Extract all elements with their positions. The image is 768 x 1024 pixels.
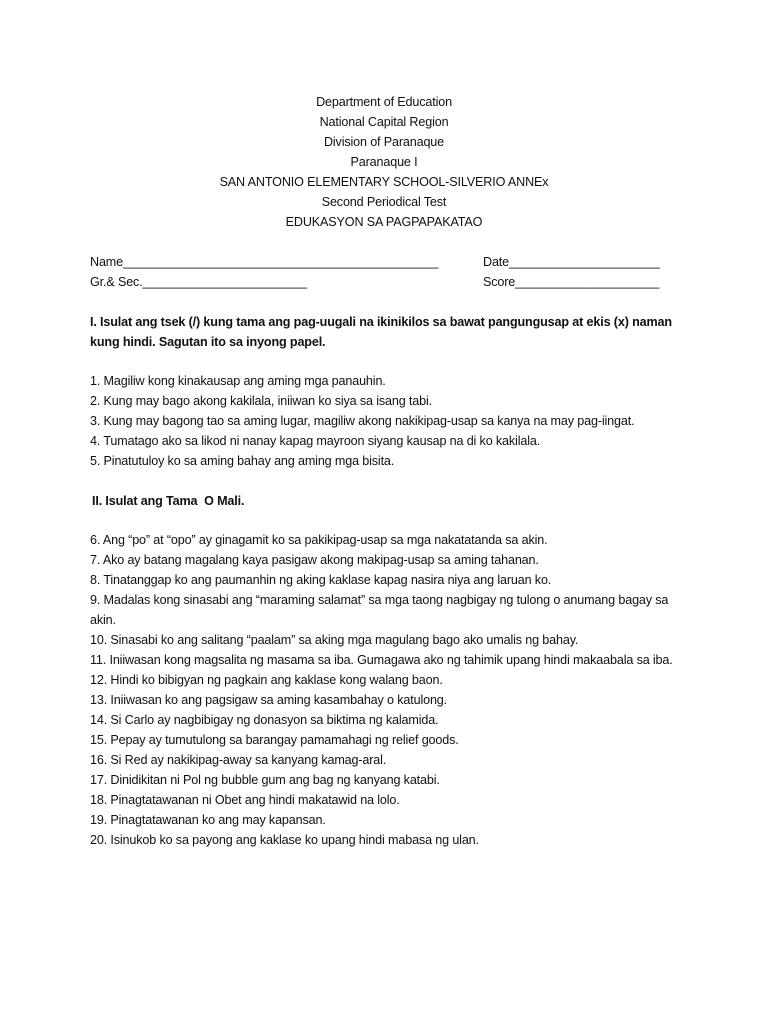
district-line: Paranaque I — [350, 155, 418, 169]
list-item: 11. Iniiwasan kong magsalita ng masama sa iba. Gumagawa ako ng tahimik upang hindi makaabala sa iba. — [90, 653, 673, 667]
list-item: 1. Magiliw kong kinakausap ang aming mga panauhin. — [90, 374, 386, 388]
info-row-grade-score — [90, 272, 690, 292]
list-item: 15. Pepay ay tumutulong sa barangay pamamahagi ng relief goods. — [90, 733, 459, 747]
list-item: 3. Kung may bagong tao sa aming lugar, magiliw akong nakikipag-usap sa kanya na may pag-iingat. — [90, 414, 635, 428]
list-item: 7. Ako ay batang magalang kaya pasigaw akong makipag-usap sa aming tahanan. — [90, 553, 539, 567]
info-row-name-date — [90, 252, 690, 272]
list-item: 5. Pinatutuloy ko sa aming bahay ang aming mga bisita. — [90, 454, 395, 468]
score-field: Score_____________________ — [483, 275, 660, 289]
list-item: 9. Madalas kong sinasabi ang “maraming salamat” sa mga taong nagbigay ng tulong o anumang bagay sa akin. — [90, 593, 669, 627]
list-item: 18. Pinagtatawanan ni Obet ang hindi makatawid na lolo. — [90, 793, 400, 807]
list-item: 8. Tinatanggap ko ang paumanhin ng aking kaklase kapag nasira niya ang laruan ko. — [90, 573, 552, 587]
division-line: Division of Paranaque — [323, 135, 445, 149]
section2-instruction: II. Isulat ang Tama O Mali. — [92, 494, 245, 508]
list-item: 17. Dinidikitan ni Pol ng bubble gum ang bag ng kanyang katabi. — [90, 773, 440, 787]
list-item: 19. Pinagtatawanan ko ang may kapansan. — [90, 813, 326, 827]
list-item: 12. Hindi ko bibigyan ng pagkain ang kaklase kong walang baon. — [90, 673, 443, 687]
document-header — [0, 92, 768, 232]
list-item: 6. Ang “po” at “opo” ay ginagamit ko sa pakikipag-usap sa mga nakatatanda sa akin. — [90, 533, 548, 547]
section1-instruction: I. Isulat ang tsek (/) kung tama ang pag-uugali na ikinikilos sa bawat pangungusap at ekis (x) naman kung hindi. Sagutan ito sa inyong papel. — [90, 315, 672, 349]
grade-section-field: Gr.& Sec.________________________ — [90, 275, 308, 289]
list-item: 16. Si Red ay nakikipag-away sa kanyang kamag-aral. — [90, 753, 387, 767]
list-item: 20. Isinukob ko sa payong ang kaklase ko upang hindi mabasa ng ulan. — [90, 833, 479, 847]
list-item: 2. Kung may bago akong kakilala, iniiwan ko siya sa isang tabi. — [90, 394, 432, 408]
list-item: 13. Iniiwasan ko ang pagsigaw sa aming kasambahay o katulong. — [90, 693, 447, 707]
list-item: 10. Sinasabi ko ang salitang “paalam” sa aking mga magulang bago ako umalis ng bahay. — [90, 633, 579, 647]
subject-line: EDUKASYON SA PAGPAPAKATAO — [285, 215, 483, 229]
name-field: Name______________________________________________ — [90, 255, 439, 269]
section2-items — [90, 530, 690, 850]
region-line: National Capital Region — [319, 115, 449, 129]
date-field: Date______________________ — [483, 255, 660, 269]
department-line: Department of Education — [316, 95, 452, 109]
section1-items — [90, 371, 690, 471]
test-title-line: Second Periodical Test — [321, 195, 447, 209]
school-line: SAN ANTONIO ELEMENTARY SCHOOL-SILVERIO ANNEx — [219, 175, 549, 189]
list-item: 4. Tumatago ako sa likod ni nanay kapag mayroon siyang kausap na di ko kakilala. — [90, 434, 541, 448]
list-item: 14. Si Carlo ay nagbibigay ng donasyon sa biktima ng kalamida. — [90, 713, 439, 727]
